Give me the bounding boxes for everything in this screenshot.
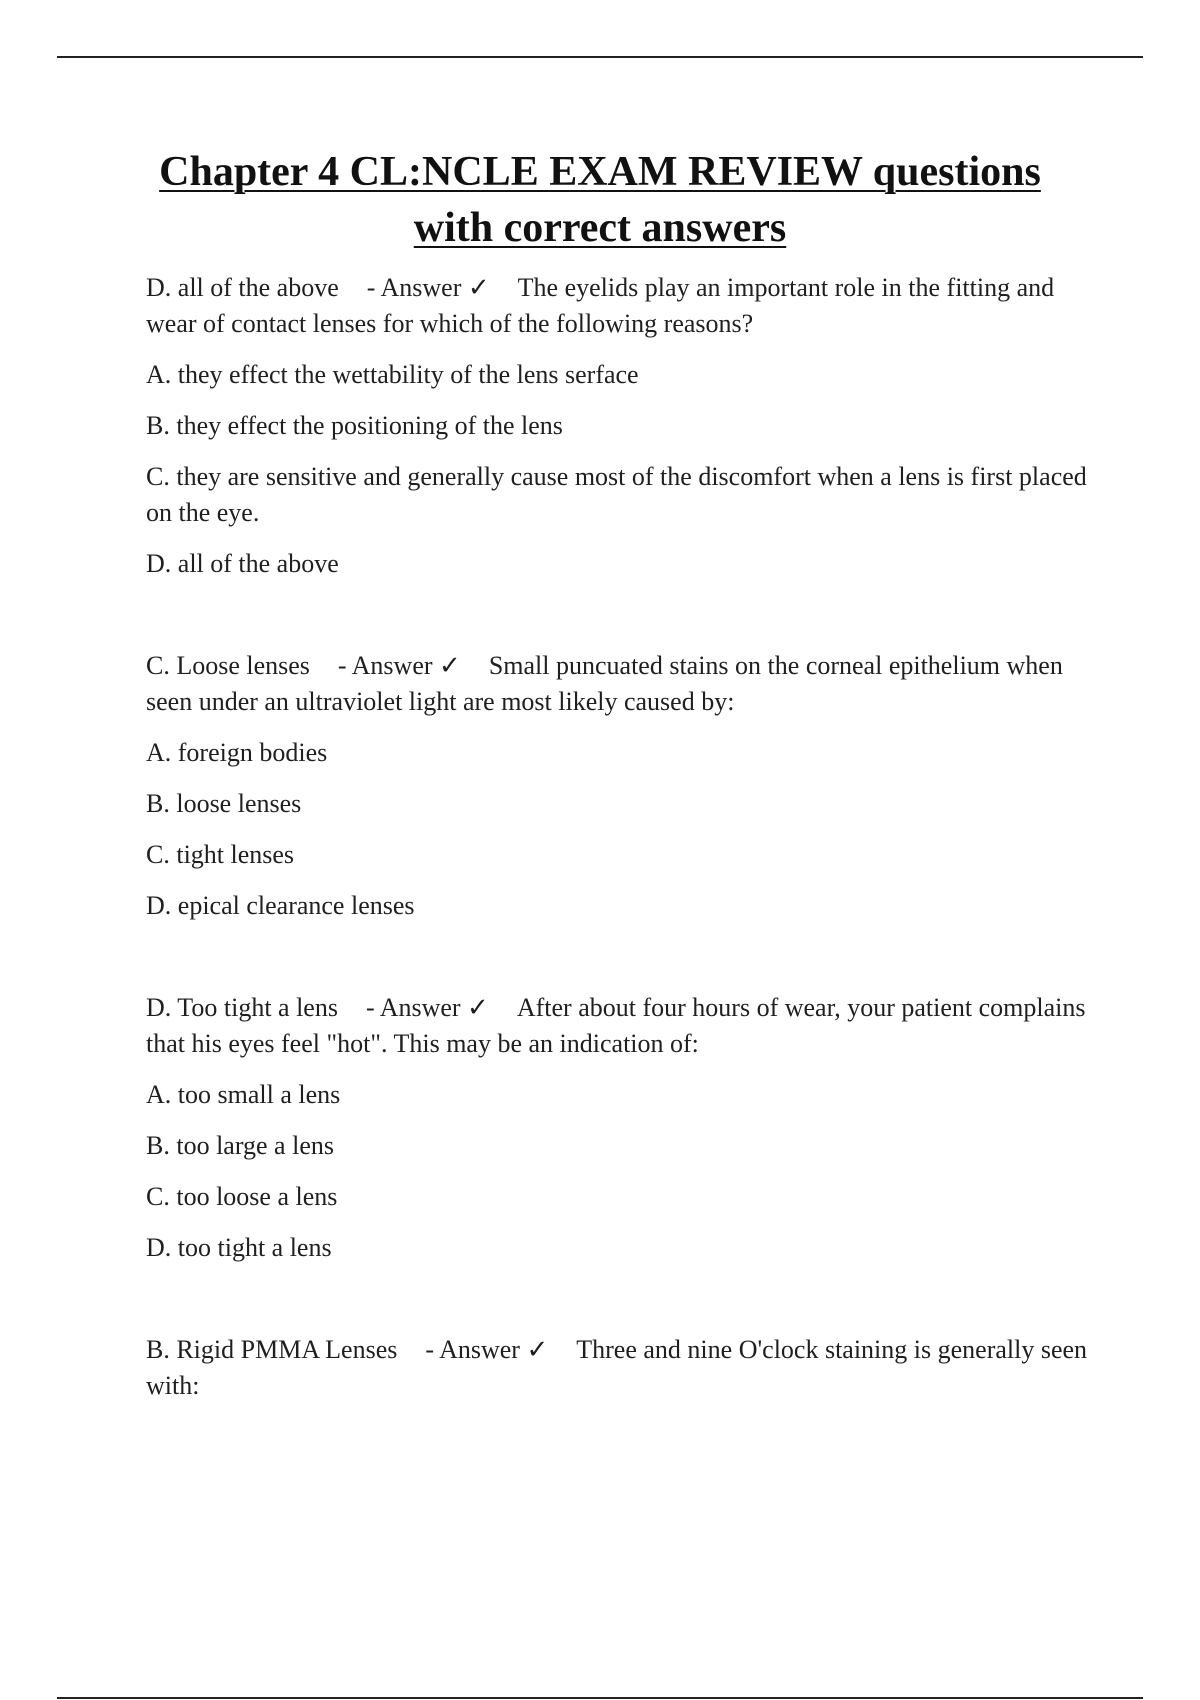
question-block-4	[146, 1332, 1106, 1404]
option-c: C. they are sensitive and generally cause most of the discomfort when a lens is first placed on the eye.	[146, 462, 1087, 527]
option-d: D. too tight a lens	[146, 1233, 332, 1262]
question-block-1	[146, 270, 1106, 582]
document-title	[120, 144, 1080, 256]
question-block-2	[146, 648, 1106, 924]
option-d: D. epical clearance lenses	[146, 891, 415, 920]
correct-answer: C. Loose lenses	[146, 651, 310, 680]
answer-question-line	[146, 270, 1106, 342]
title-line-1: Chapter 4 CL:NCLE EXAM REVIEW questions	[159, 149, 1041, 195]
question-text: Small puncuated stains on the corneal epithelium when seen under an ultraviolet light are most likely caused by:	[146, 651, 1063, 716]
option-b: B. loose lenses	[146, 789, 302, 818]
option-a: A. foreign bodies	[146, 738, 328, 767]
answer-question-line	[146, 990, 1106, 1062]
correct-answer: B. Rigid PMMA Lenses	[146, 1335, 398, 1364]
answer-question-line	[146, 648, 1106, 720]
correct-answer: D. all of the above	[146, 273, 339, 302]
question-text: The eyelids play an important role in the fitting and wear of contact lenses for which of the following reasons?	[146, 273, 1055, 338]
answer-marker: - Answer ✓	[366, 273, 490, 302]
question-text: Three and nine O'clock staining is generally seen with:	[146, 1335, 1088, 1400]
correct-answer: D. Too tight a lens	[146, 993, 338, 1022]
bottom-rule	[57, 1697, 1143, 1699]
option-b: B. they effect the positioning of the lens	[146, 411, 563, 440]
option-c: C. too loose a lens	[146, 1182, 338, 1211]
option-a: A. they effect the wettability of the lens serface	[146, 360, 639, 389]
answer-marker: - Answer ✓	[425, 1335, 549, 1364]
option-d: D. all of the above	[146, 549, 339, 578]
answer-question-line	[146, 1332, 1106, 1404]
answer-marker: - Answer ✓	[337, 651, 461, 680]
option-b: B. too large a lens	[146, 1131, 334, 1160]
question-list	[146, 270, 1106, 1419]
top-rule	[57, 56, 1143, 58]
question-block-3	[146, 990, 1106, 1266]
title-line-2: with correct answers	[413, 205, 787, 251]
question-text: After about four hours of wear, your patient complains that his eyes feel "hot". This may be an indication of:	[146, 993, 1086, 1058]
option-a: A. too small a lens	[146, 1080, 341, 1109]
answer-marker: - Answer ✓	[365, 993, 489, 1022]
option-c: C. tight lenses	[146, 840, 295, 869]
